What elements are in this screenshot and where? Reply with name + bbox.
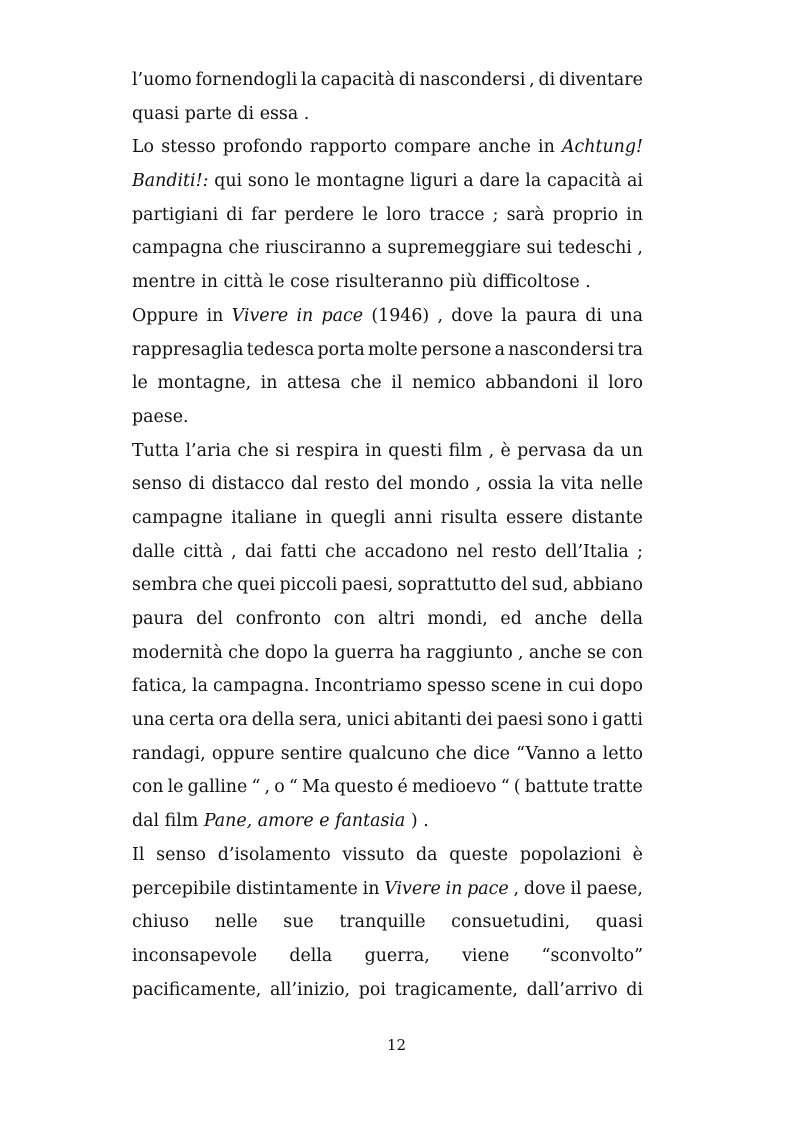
word: partigiani — [132, 204, 219, 225]
word: perdere — [284, 204, 355, 225]
word: persone — [420, 339, 492, 360]
word: attesa — [286, 373, 341, 394]
word: di — [188, 474, 205, 495]
word: da — [592, 440, 615, 461]
word: anche — [528, 642, 582, 663]
word: inconsapevole — [132, 945, 258, 966]
word: anche — [534, 609, 588, 629]
word: qualcuno — [348, 743, 430, 764]
word: tratte — [592, 777, 643, 798]
word: nemico — [411, 373, 476, 394]
word: guerra, — [364, 945, 430, 966]
word: che — [228, 642, 260, 663]
word: le — [167, 777, 184, 798]
word: ossia — [487, 474, 532, 495]
word: “ — [251, 777, 261, 798]
word: ha — [399, 642, 421, 663]
word: qui — [214, 171, 243, 192]
word: scene — [490, 676, 542, 697]
word: , — [488, 440, 495, 461]
word: sarà — [506, 204, 545, 225]
word: sui — [526, 238, 553, 259]
word: risulteranno — [335, 272, 444, 293]
text-line — [132, 670, 643, 704]
word: dopo — [264, 642, 308, 663]
word: . — [303, 103, 310, 124]
text-line — [132, 536, 643, 570]
word: l’aria — [185, 440, 232, 461]
word: campagna — [132, 238, 223, 259]
text-line — [132, 131, 643, 165]
word: nascondersi — [508, 339, 615, 360]
italic-word: Pane, — [203, 811, 253, 832]
word: del — [196, 609, 224, 629]
word: mentre — [132, 272, 196, 293]
word: la — [525, 171, 542, 192]
word: tragicamente, — [394, 979, 518, 1000]
word: da — [416, 844, 438, 865]
word: dalle — [132, 541, 175, 562]
word: , — [637, 238, 643, 259]
word: Ma — [301, 777, 331, 798]
text-line — [132, 839, 643, 873]
word: a — [494, 339, 505, 360]
word: stesso — [161, 137, 216, 158]
word: la — [313, 642, 330, 663]
word: porta — [317, 339, 365, 360]
word: che — [435, 743, 467, 764]
text-line — [132, 974, 643, 1008]
italic-word: pace — [321, 305, 364, 326]
word: che — [201, 575, 233, 596]
italic-word: Achtung! — [561, 137, 643, 158]
word: paese. — [132, 406, 189, 427]
word: abbiano — [572, 575, 643, 596]
word: modernità — [132, 642, 223, 663]
word: montagne, — [157, 373, 252, 394]
word: sembra — [132, 575, 198, 596]
word: o — [274, 777, 285, 798]
word: compare — [394, 137, 471, 158]
word: di — [226, 204, 243, 225]
word: piccoli — [279, 575, 338, 596]
italic-word: pace — [467, 878, 509, 899]
italic-word: Banditi!: — [132, 171, 209, 192]
word: in — [201, 272, 218, 293]
word: , — [475, 474, 482, 495]
word: in — [206, 305, 224, 326]
word: le — [362, 204, 379, 225]
word: a — [371, 238, 382, 259]
word: rapporto — [309, 137, 387, 158]
word: del — [375, 474, 403, 495]
text-line — [132, 64, 643, 98]
word: città — [183, 541, 223, 562]
text-line — [132, 199, 643, 233]
word: ; — [637, 541, 643, 562]
word: (1946) — [371, 305, 430, 326]
word: le — [132, 373, 148, 394]
word: si — [275, 440, 290, 461]
word: percepibile — [132, 878, 232, 899]
word: “ — [288, 777, 298, 798]
word: in — [260, 373, 278, 394]
word: con — [611, 642, 643, 663]
word: oppure — [211, 743, 275, 764]
word: una — [132, 710, 165, 731]
text-line — [132, 502, 643, 536]
word: unici — [346, 710, 390, 731]
word: dall’arrivo — [526, 979, 618, 1000]
word: dell’Italia — [544, 541, 629, 562]
word: il — [570, 878, 582, 899]
word: con — [132, 777, 164, 798]
word: profondo — [222, 137, 303, 158]
word: dal — [290, 474, 318, 495]
word: pacificamente, — [132, 979, 262, 1000]
word: queste — [449, 844, 509, 865]
word: sono — [547, 710, 589, 731]
word: difficoltose — [482, 272, 580, 293]
word: è — [500, 440, 511, 461]
italic-word: e — [319, 811, 330, 832]
word: in — [546, 676, 564, 697]
word: . — [585, 272, 591, 293]
word: a — [463, 171, 474, 192]
word: di — [585, 305, 602, 326]
word: senso — [156, 844, 206, 865]
word: “Vanno — [516, 743, 580, 764]
word: guerra — [334, 642, 395, 663]
word: è — [632, 844, 643, 865]
word: é — [397, 777, 408, 798]
word: confronto — [235, 609, 322, 629]
word: le — [268, 272, 285, 293]
word: fatica, — [132, 676, 187, 697]
word: che — [325, 541, 357, 562]
word: anche — [478, 137, 531, 158]
word: all’inizio, — [270, 979, 351, 1000]
word: , — [529, 70, 535, 90]
word: molte — [367, 339, 418, 360]
word: essa — [259, 103, 299, 124]
word: altri — [377, 609, 415, 629]
word: sono — [247, 171, 289, 192]
word: dare — [479, 171, 520, 192]
word: a — [586, 743, 597, 764]
word: , — [231, 541, 237, 562]
word: più — [449, 272, 477, 293]
italic-word: in — [445, 878, 463, 899]
word: un — [620, 440, 643, 461]
word: una — [610, 305, 643, 326]
word: resto — [324, 474, 370, 495]
word: cui — [568, 676, 595, 697]
word: il — [587, 373, 599, 394]
word: poi — [358, 979, 386, 1000]
word: paesi, — [341, 575, 394, 596]
word: distante — [571, 507, 643, 528]
text-line — [132, 98, 643, 132]
word: “ — [500, 777, 510, 798]
word: questi — [388, 440, 443, 461]
word: , — [437, 305, 443, 326]
word: respira — [295, 440, 359, 461]
text-line — [132, 165, 643, 199]
text-line — [132, 704, 643, 738]
word: mondo — [409, 474, 470, 495]
word: galline — [187, 777, 248, 798]
word: del — [500, 575, 528, 596]
word: consuetudini, — [451, 912, 571, 933]
word: tranquille — [339, 912, 426, 933]
word: ora — [218, 710, 248, 731]
italic-word: Vivere — [231, 305, 289, 326]
word: , — [513, 878, 520, 899]
word: in — [362, 878, 380, 899]
word: anni — [393, 507, 433, 528]
word: risulta — [440, 507, 498, 528]
word: campagne — [132, 507, 223, 528]
word: della — [289, 945, 333, 966]
text-line — [132, 940, 643, 974]
word: senso — [132, 474, 182, 495]
word: resto — [491, 541, 537, 562]
text-line — [132, 805, 643, 839]
word: medioevo — [411, 777, 497, 798]
word: di — [237, 103, 255, 124]
word: nelle — [600, 474, 643, 495]
word: la — [192, 676, 208, 697]
word: raggiunto — [426, 642, 513, 663]
word: proprio — [552, 204, 619, 225]
word: d’isolamento — [217, 844, 331, 865]
italic-word: Vivere — [384, 878, 441, 899]
word: con — [333, 609, 366, 629]
word: in — [365, 440, 382, 461]
word: sue — [283, 912, 314, 933]
word: paura — [132, 609, 184, 629]
word: questo — [334, 777, 394, 798]
word: dal — [132, 811, 160, 832]
word: capacità — [320, 70, 396, 90]
page-number: 12 — [386, 1036, 407, 1054]
word: ai — [627, 171, 643, 192]
word: nel — [456, 541, 484, 562]
word: che — [237, 440, 269, 461]
word: la — [501, 305, 518, 326]
word: dopo — [599, 676, 643, 697]
word: viene — [462, 945, 510, 966]
word: ed — [500, 609, 522, 629]
word: loro — [386, 204, 421, 225]
text-line — [132, 906, 643, 940]
text-line — [132, 637, 643, 671]
word: l’uomo — [132, 70, 192, 90]
word: della — [251, 710, 295, 731]
word: tracce — [429, 204, 485, 225]
word: Il — [132, 844, 145, 865]
word: montagne — [316, 171, 405, 192]
word: di — [398, 70, 416, 90]
word: Oppure — [132, 305, 199, 326]
word: diventare — [558, 70, 643, 90]
word: certa — [168, 710, 215, 731]
word: rappresaglia — [132, 339, 244, 360]
document-body — [132, 64, 643, 1007]
word: soprattutto — [397, 575, 497, 596]
word: loro — [608, 373, 643, 394]
text-line — [132, 603, 643, 637]
word: capacità — [546, 171, 622, 192]
text-line — [132, 401, 643, 435]
word: in — [305, 507, 323, 528]
word: Incontriamo — [314, 676, 423, 697]
text-line — [132, 266, 643, 300]
text-line — [132, 334, 643, 368]
word: di — [626, 979, 643, 1000]
word: il — [391, 373, 403, 394]
word: in — [626, 204, 643, 225]
word: ; — [492, 204, 499, 225]
word: pervasa — [517, 440, 587, 461]
word: “sconvolto” — [541, 945, 643, 966]
italic-word: fantasia — [335, 811, 406, 832]
word: dei — [465, 710, 493, 731]
word: spesso — [427, 676, 486, 697]
word: vita — [560, 474, 594, 495]
word: nelle — [214, 912, 258, 933]
word: la — [301, 70, 317, 90]
word: Lo — [132, 137, 155, 158]
word: letto — [602, 743, 643, 764]
word: randagi, — [132, 743, 206, 764]
word: nascondersi — [419, 70, 526, 90]
word: in — [538, 137, 555, 158]
word: vissuto — [342, 844, 405, 865]
word: la — [538, 474, 555, 495]
text-line — [132, 771, 643, 805]
word: campagna. — [213, 676, 310, 697]
word: tedeschi — [557, 238, 632, 259]
word: Tutta — [132, 440, 180, 461]
word: accadono — [364, 541, 449, 562]
word: paesi — [496, 710, 544, 731]
word: di — [538, 70, 556, 90]
text-line — [132, 367, 643, 401]
word: supremeggiare — [387, 238, 521, 259]
word: battute — [524, 777, 589, 798]
word: abitanti — [393, 710, 462, 731]
word: paura — [525, 305, 577, 326]
word: quasi — [132, 103, 180, 124]
word: , — [517, 642, 524, 663]
word: tedesca — [246, 339, 315, 360]
word: cose — [290, 272, 330, 293]
word: distacco — [211, 474, 285, 495]
word: quegli — [330, 507, 386, 528]
word: tra — [617, 339, 643, 360]
text-line — [132, 300, 643, 334]
word: abbandoni — [485, 373, 578, 394]
word: della — [600, 609, 643, 629]
word: chiuso — [132, 912, 190, 933]
word: paese, — [586, 878, 643, 899]
word: città — [223, 272, 264, 293]
word: . — [423, 811, 429, 832]
word: dove — [523, 878, 566, 899]
word: ( — [513, 777, 521, 798]
word: popolazioni — [519, 844, 621, 865]
text-line — [132, 873, 643, 907]
word: gatti — [601, 710, 643, 731]
italic-word: in — [296, 305, 314, 326]
word: le — [294, 171, 311, 192]
word: sud, — [531, 575, 569, 596]
text-line — [132, 468, 643, 502]
word: fornendogli — [195, 70, 298, 90]
word: che — [228, 238, 260, 259]
word: essere — [506, 507, 564, 528]
text-line — [132, 569, 643, 603]
word: parte — [184, 103, 232, 124]
word: quei — [237, 575, 276, 596]
text-line — [132, 232, 643, 266]
word: film — [164, 811, 199, 832]
text-line — [132, 738, 643, 772]
word: dice — [473, 743, 510, 764]
word: che — [350, 373, 382, 394]
text-line — [132, 435, 643, 469]
word: fatti — [280, 541, 317, 562]
word: distintamente — [235, 878, 358, 899]
word: italiane — [231, 507, 298, 528]
word: se — [586, 642, 607, 663]
word: film — [448, 440, 483, 461]
italic-word: amore — [257, 811, 314, 832]
word: sera, — [298, 710, 343, 731]
word: far — [251, 204, 277, 225]
word: , — [264, 777, 271, 798]
word: liguri — [410, 171, 458, 192]
word: i — [592, 710, 598, 731]
word: sentire — [280, 743, 343, 764]
word: dai — [245, 541, 273, 562]
word: ) — [410, 811, 418, 832]
word: quasi — [595, 912, 643, 933]
word: riusciranno — [265, 238, 366, 259]
word: mondi, — [427, 609, 488, 629]
word: dove — [451, 305, 494, 326]
